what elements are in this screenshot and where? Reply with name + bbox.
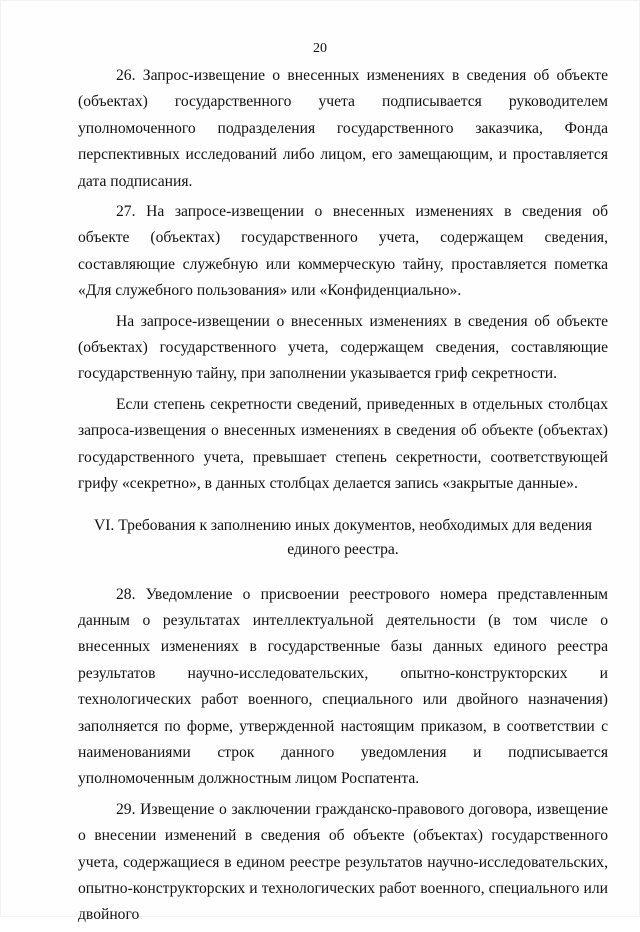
section-heading-line-2: единого реестра. xyxy=(287,540,399,558)
paragraph-28: 28. Уведомление о присвоении реестрового номера представленным данным о результатах интеллектуальной деятельности (в том числе о внесенных изменениях в государственные базы данных единого реестра результатов научно-исследовательских, опытно-конструкторских и технологических работ военного, специального или двойного назначения) заполняется по форме, утвержденной настоящим приказом, в соответствии с наименованиями строк данного уведомления и подписывается уполномоченным должностным лицом Роспатента. xyxy=(78,585,608,788)
page-number: 20 xyxy=(313,41,327,56)
paragraph-27: 27. На запросе-извещении о внесенных изменениях в сведения об объекте (объектах) государственного учета, содержащем сведения, составляющие служебную или коммерческую тайну, проставляется пометка «Для служебного пользования» или «Конфиденциально». xyxy=(78,203,608,300)
paragraph-27-secret: На запросе-извещении о внесенных изменениях в сведения об объекте (объектах) государственного учета, содержащем сведения, составляющие государственную тайну, при заполнении указывается гриф секретности. xyxy=(78,312,608,383)
paragraph-27-degree: Если степень секретности сведений, приведенных в отдельных столбцах запроса-извещения о внесенных изменениях в сведения об объекте (объектах) государственного учета, превышает степень секретности, соответствующей грифу «секретно», в данных столбцах делается запись «закрытые данные». xyxy=(78,395,608,493)
section-heading xyxy=(78,514,608,562)
paragraph-29: 29. Извещение о заключении гражданско-правового договора, извещение о внесении изменений в сведения об объекте (объектах) государственного учета, содержащиеся в едином реестре результатов научно-исследовательских, опытно-конструкторских и технологических работ военного, специального или двойного xyxy=(78,800,608,924)
section-heading-line-1: VI. Требования к заполнению иных документов, необходимых для ведения xyxy=(93,516,593,534)
document-body xyxy=(78,63,608,932)
paragraph-26: 26. Запрос-извещение о внесенных изменениях в сведения об объекте (объектах) государственного учета подписывается руководителем уполномоченного подразделения государственного заказчика, Фонда перспективных исследований либо лицом, его замещающим, и проставляется дата подписания. xyxy=(78,67,608,190)
